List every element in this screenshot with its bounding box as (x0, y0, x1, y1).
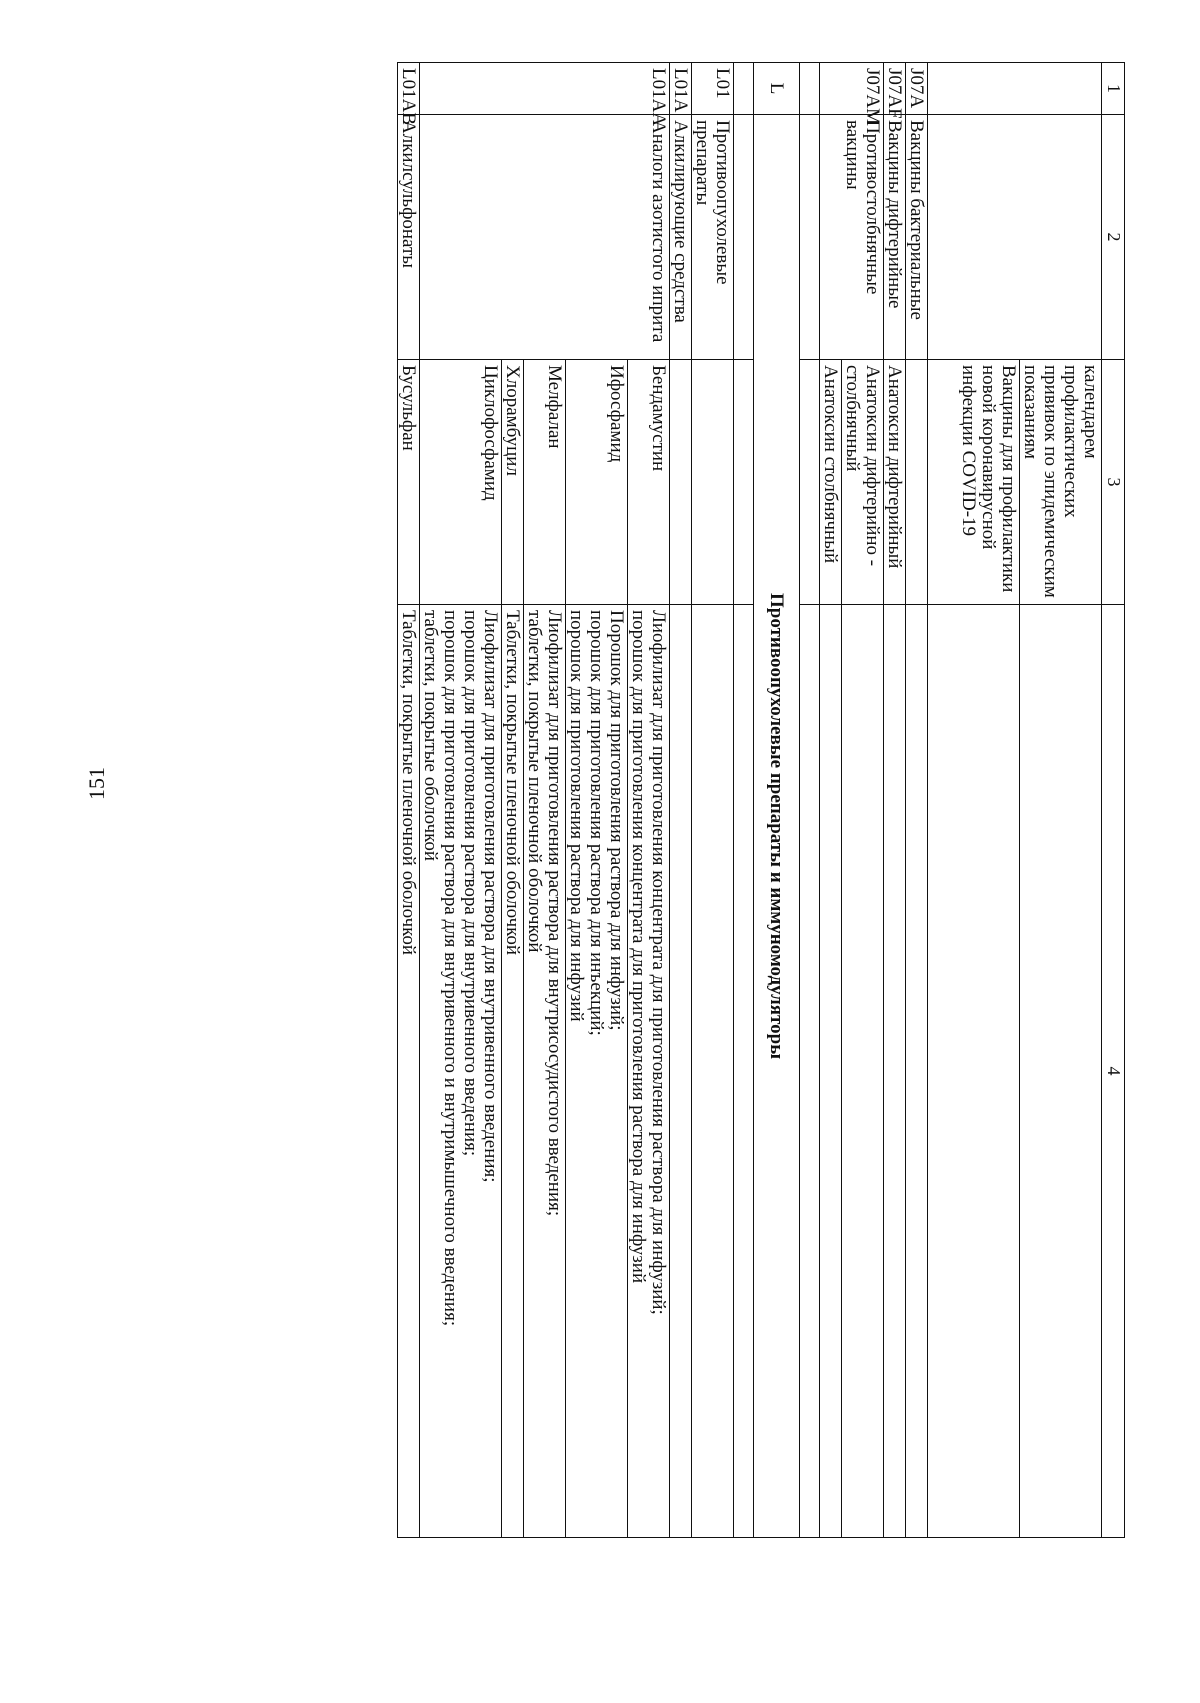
dosage-forms: Лиофилизат для приготовления концентрата для приготовления раствора для инфузий; порошок для приготовления концентрата для приготовления раствора для инфузий (628, 605, 670, 1538)
table-row (1020, 63, 1102, 1538)
header-row (1102, 63, 1125, 1538)
spacer-row (734, 63, 754, 1538)
group-name: Вакцины бактериальные (906, 115, 928, 360)
column-header: 2 (1102, 115, 1125, 360)
section-code: L (754, 63, 800, 115)
group-name: Противостолбнячные вакцины (820, 115, 884, 360)
table-row (884, 63, 906, 1538)
atc-code: J07AF (884, 63, 906, 115)
drug-name: Циклофосфамид (420, 360, 502, 605)
dosage-forms: Лиофилизат для приготовления раствора для внутривенного введения; порошок для приготовления раствора для внутривенного введения; порошок для приготовления раствора для внутривенного и внутримышечного введения; таблетки, покрытые оболочкой (420, 605, 502, 1538)
drug-name (670, 360, 692, 605)
drug-name: календарем профилактических прививок по эпидемическим показаниям (1020, 360, 1102, 605)
drug-name: Ифосфамид (566, 360, 628, 605)
dosage-forms (842, 605, 884, 1538)
dosage-forms (906, 605, 928, 1538)
column-header: 3 (1102, 360, 1125, 605)
page-number: 151 (84, 767, 109, 800)
group-name: Алкилсульфонаты (398, 115, 420, 360)
atc-code (928, 63, 1102, 115)
group-name: Алкилирующие средства (670, 115, 692, 360)
section-row (754, 63, 800, 1538)
drug-name: Бусульфан (398, 360, 420, 605)
drug-name: Бендамустин (628, 360, 670, 605)
spacer-row (800, 63, 820, 1538)
atc-code: L01 (692, 63, 734, 115)
atc-code: L01A (670, 63, 692, 115)
dosage-forms: Таблетки, покрытые пленочной оболочкой (398, 605, 420, 1538)
table-row (692, 63, 734, 1538)
section-title: Противоопухолевые препараты и иммуномодуляторы (754, 115, 800, 1538)
drug-table (397, 62, 1125, 1538)
drug-name: Хлорамбуцил (502, 360, 524, 605)
dosage-forms (820, 605, 842, 1538)
dosage-forms (928, 605, 1020, 1538)
table-row (906, 63, 928, 1538)
dosage-forms (884, 605, 906, 1538)
drug-name (906, 360, 928, 605)
dosage-forms: Лиофилизат для приготовления раствора для внутрисосудистого введения; таблетки, покрытые пленочной оболочкой (524, 605, 566, 1538)
table-row (842, 63, 884, 1538)
dosage-forms (1020, 605, 1102, 1538)
drug-name: Анатоксин столбнячный (820, 360, 842, 605)
rotated-page (150, 62, 1125, 1537)
column-header: 4 (1102, 605, 1125, 1538)
group-name: Аналоги азотистого иприта (420, 115, 670, 360)
dosage-forms: Таблетки, покрытые пленочной оболочкой (502, 605, 524, 1538)
drug-name: Анатоксин дифтерийный (884, 360, 906, 605)
dosage-forms (670, 605, 692, 1538)
table-row (628, 63, 670, 1538)
drug-name: Мелфалан (524, 360, 566, 605)
dosage-forms: Порошок для приготовления раствора для инфузий; порошок для приготовления раствора для инъекций; порошок для приготовления раствора для инфузий (566, 605, 628, 1538)
drug-name: Анатоксин дифтерийно - столбнячный (842, 360, 884, 605)
dosage-forms (692, 605, 734, 1538)
group-name (928, 115, 1102, 360)
drug-name: Вакцины для профилактики новой коронавирусной инфекции COVID-19 (928, 360, 1020, 605)
group-name: Вакцины дифтерийные (884, 115, 906, 360)
column-header: 1 (1102, 63, 1125, 115)
table-row (670, 63, 692, 1538)
drug-name (692, 360, 734, 605)
atc-code: L01AA (420, 63, 670, 115)
atc-code: L01AB (398, 63, 420, 115)
group-name: Противоопухолевые препараты (692, 115, 734, 360)
table-row (398, 63, 420, 1538)
atc-code: J07A (906, 63, 928, 115)
atc-code: J07AM (820, 63, 884, 115)
